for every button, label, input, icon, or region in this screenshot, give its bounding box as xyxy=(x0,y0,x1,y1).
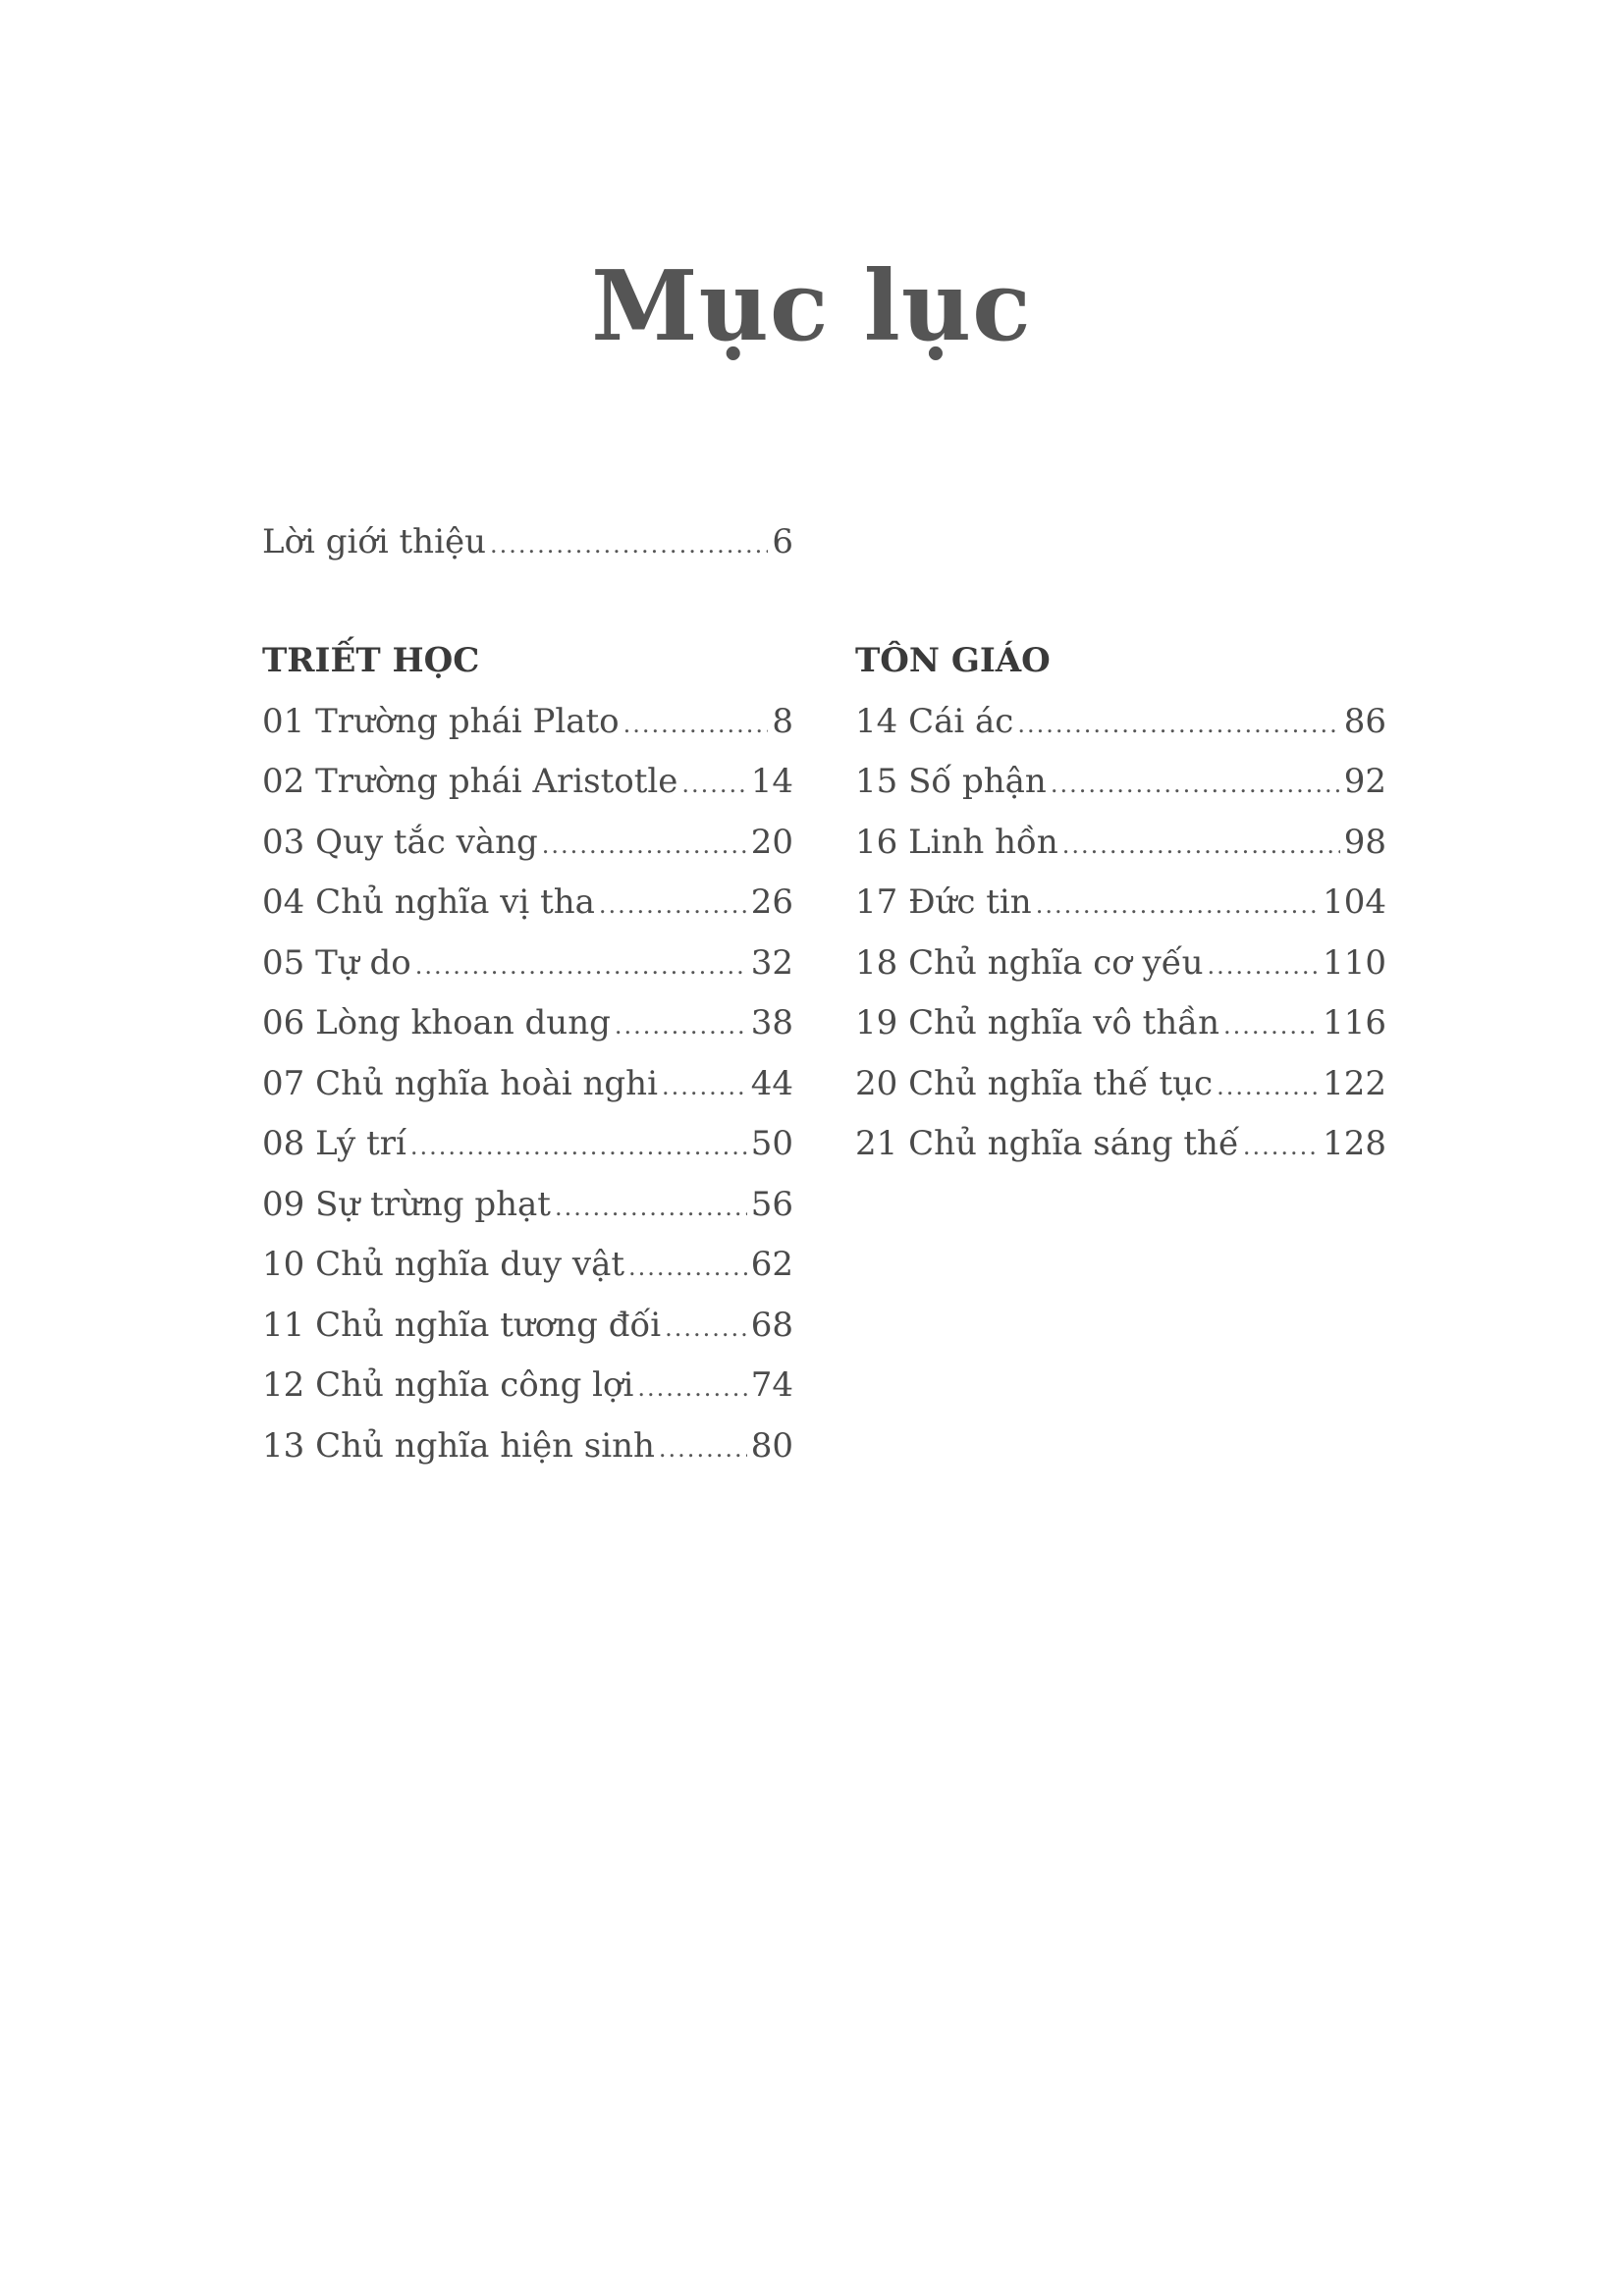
toc-entry[interactable] xyxy=(262,1356,793,1416)
leader-dots xyxy=(410,1117,747,1178)
leader-dots xyxy=(1208,936,1320,997)
toc-entry-page: 98 xyxy=(1343,822,1386,862)
leader-dots xyxy=(1017,695,1339,756)
toc-entry-page: 92 xyxy=(1343,762,1386,801)
toc-entry[interactable] xyxy=(855,1054,1386,1115)
toc-entry-label: 02 Trường phái Aristotle xyxy=(262,762,678,801)
toc-entry-page: 62 xyxy=(750,1245,793,1284)
leader-dots xyxy=(599,876,747,936)
toc-entry[interactable] xyxy=(262,692,793,753)
leader-dots xyxy=(1223,996,1319,1057)
toc-entry-label: 19 Chủ nghĩa vô thần xyxy=(855,1003,1219,1042)
leader-dots xyxy=(628,1238,747,1299)
toc-entry-label: 20 Chủ nghĩa thế tục xyxy=(855,1063,1214,1103)
toc-entry[interactable] xyxy=(262,813,793,874)
toc-entry-page: 80 xyxy=(750,1425,793,1466)
leader-dots xyxy=(555,1178,747,1239)
leader-dots xyxy=(623,695,769,756)
toc-entry[interactable] xyxy=(855,993,1386,1054)
toc-entry-page: 8 xyxy=(772,701,793,741)
leader-dots xyxy=(1217,1057,1319,1118)
leader-dots xyxy=(490,515,768,576)
toc-entry-label: 13 Chủ nghĩa hiện sinh xyxy=(262,1425,655,1466)
toc-entry[interactable] xyxy=(262,1235,793,1296)
toc-entry[interactable] xyxy=(855,934,1386,994)
toc-entry[interactable] xyxy=(262,1416,793,1477)
toc-entry[interactable] xyxy=(855,873,1386,934)
section-philosophy xyxy=(262,631,793,1476)
toc-entry-label: 01 Trường phái Plato xyxy=(262,701,620,741)
toc-entry[interactable] xyxy=(855,813,1386,874)
toc-entry-label: 06 Lòng khoan dung xyxy=(262,1003,611,1042)
toc-entry[interactable] xyxy=(262,1175,793,1236)
toc-entry-label: 14 Cái ác xyxy=(855,701,1014,741)
leader-dots xyxy=(1243,1117,1319,1178)
toc-entry[interactable] xyxy=(262,873,793,934)
toc-entry-page: 32 xyxy=(750,942,793,983)
toc-list xyxy=(855,692,1386,1175)
toc-entry-label: 05 Tự do xyxy=(262,942,411,983)
toc-entry-label: 15 Số phận xyxy=(855,762,1047,801)
section-heading: TRIẾT HỌC xyxy=(262,641,480,680)
toc-entry[interactable] xyxy=(262,1054,793,1115)
toc-entry-page: 38 xyxy=(750,1003,793,1042)
leader-dots xyxy=(1062,816,1340,877)
leader-dots xyxy=(659,1419,747,1480)
leader-dots xyxy=(681,755,746,816)
toc-entry-label: 08 Lý trí xyxy=(262,1124,406,1163)
leader-dots xyxy=(1036,876,1319,936)
leader-dots xyxy=(1051,755,1340,816)
section-heading: TÔN GIÁO xyxy=(855,641,1051,680)
toc-entry-label: 04 Chủ nghĩa vị tha xyxy=(262,882,595,922)
toc-entry-label: 03 Quy tắc vàng xyxy=(262,822,538,862)
leader-dots xyxy=(665,1299,747,1360)
toc-entry-page: 56 xyxy=(750,1184,793,1224)
toc-entry-label: 18 Chủ nghĩa cơ yếu xyxy=(855,942,1204,983)
page-title: Mục lục xyxy=(591,250,1032,363)
leader-dots xyxy=(415,936,747,997)
toc-list xyxy=(262,692,793,1477)
toc-entry-label: 10 Chủ nghĩa duy vật xyxy=(262,1245,625,1284)
toc-entry-page: 44 xyxy=(750,1063,793,1103)
toc-entry-label: 07 Chủ nghĩa hoài nghi xyxy=(262,1063,658,1103)
leader-dots xyxy=(615,996,747,1057)
toc-entry[interactable] xyxy=(855,692,1386,753)
toc-entry-intro[interactable] xyxy=(262,512,793,573)
toc-entry[interactable] xyxy=(262,934,793,994)
toc-entry[interactable] xyxy=(855,752,1386,813)
toc-entry-page: 14 xyxy=(750,762,793,801)
toc-entry-page: 20 xyxy=(750,822,793,862)
toc-entry-page: 86 xyxy=(1343,701,1386,741)
toc-entry-page: 6 xyxy=(772,522,793,561)
leader-dots xyxy=(542,816,747,877)
toc-entry[interactable] xyxy=(262,993,793,1054)
toc-entry-label: 12 Chủ nghĩa công lợi xyxy=(262,1365,634,1405)
toc-entry-label: 09 Sự trừng phạt xyxy=(262,1184,551,1224)
toc-entry[interactable] xyxy=(262,752,793,813)
toc-entry-label: 16 Linh hồn xyxy=(855,822,1058,862)
leader-dots xyxy=(662,1057,747,1118)
toc-entry-page: 128 xyxy=(1323,1124,1386,1163)
toc-entry-page: 26 xyxy=(750,882,793,922)
toc-entry-page: 74 xyxy=(750,1365,793,1405)
toc-entry-page: 122 xyxy=(1323,1063,1386,1103)
toc-entry-page: 116 xyxy=(1323,1003,1386,1042)
toc-entry-label: 11 Chủ nghĩa tương đối xyxy=(262,1305,662,1345)
toc-entry-page: 50 xyxy=(750,1124,793,1163)
toc-entry-page: 68 xyxy=(750,1305,793,1345)
toc-entry-page: 104 xyxy=(1323,882,1386,922)
toc-entry-label: 21 Chủ nghĩa sáng thế xyxy=(855,1124,1239,1163)
leader-dots xyxy=(637,1359,746,1419)
toc-entry-label: Lời giới thiệu xyxy=(262,522,486,561)
toc-entry-page: 110 xyxy=(1323,942,1386,983)
toc-entry[interactable] xyxy=(262,1296,793,1357)
toc-entry-label: 17 Đức tin xyxy=(855,882,1032,922)
toc-entry[interactable] xyxy=(855,1114,1386,1175)
section-religion xyxy=(855,631,1386,1175)
toc-entry[interactable] xyxy=(262,1114,793,1175)
